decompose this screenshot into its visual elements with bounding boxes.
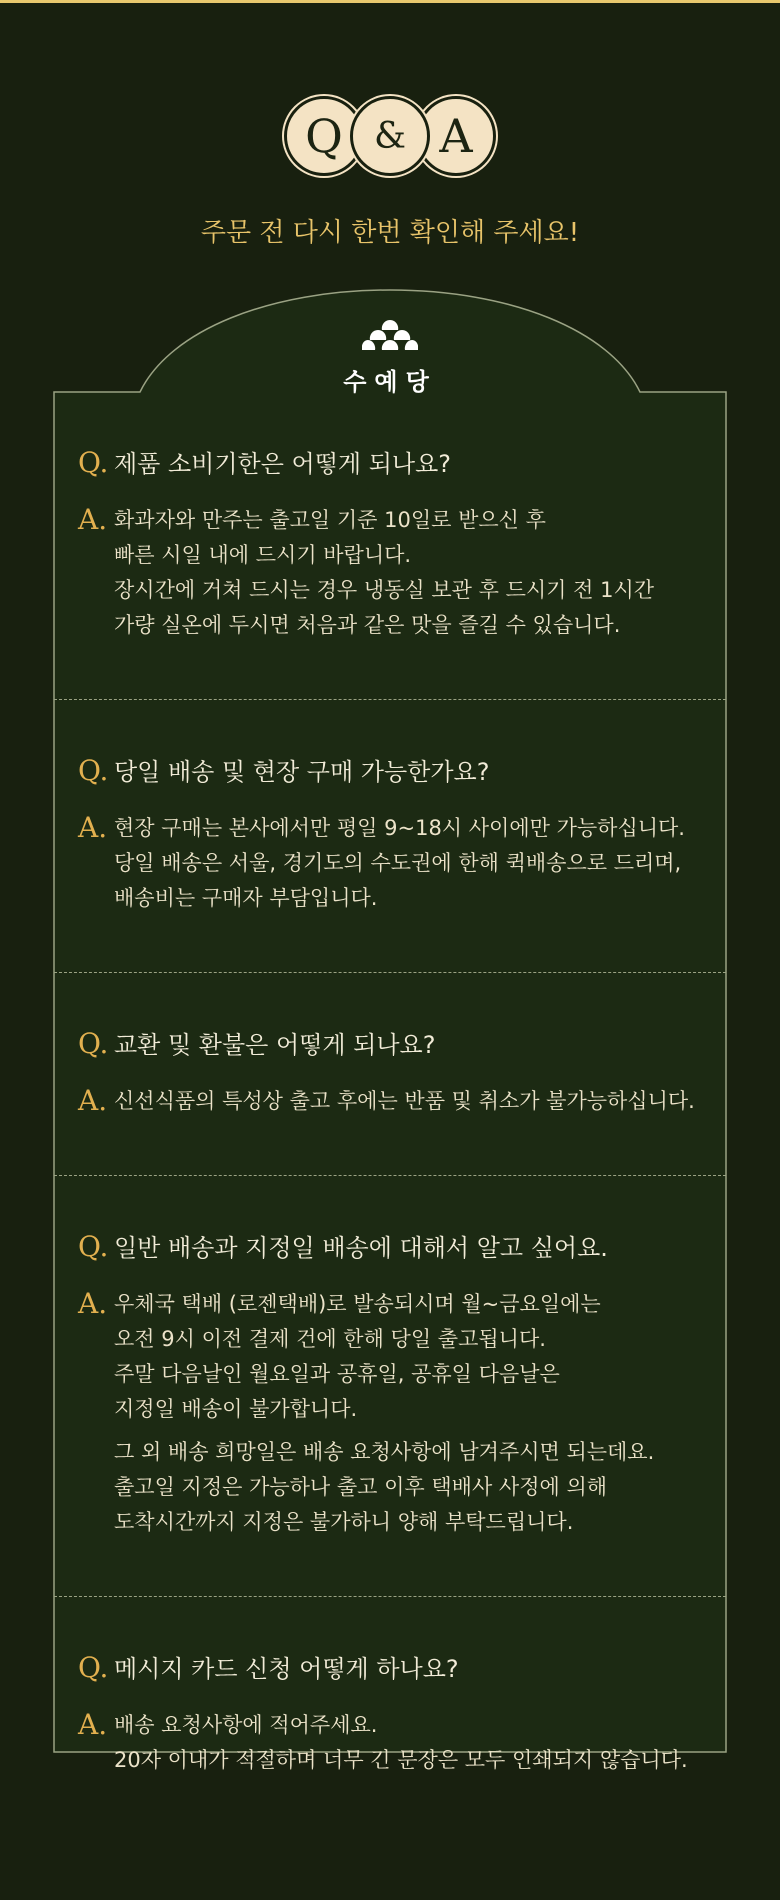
answer-mark-label: A. (78, 1287, 108, 1320)
question-text: 메시지 카드 신청 어떻게 하나요? (114, 1655, 459, 1683)
answer-mark-label: A. (78, 503, 108, 536)
faq-question (78, 1230, 702, 1265)
answer-line: 장시간에 거쳐 드시는 경우 냉동실 보관 후 드시기 전 1시간 (114, 578, 655, 602)
question-mark-label: Q. (78, 754, 109, 787)
question-mark-label: Q. (78, 1230, 109, 1263)
faq-item (54, 1596, 726, 1834)
faq-list (54, 394, 726, 1834)
faq-answer (78, 1708, 702, 1778)
answer-line: 지정일 배송이 불가합니다. (114, 1397, 358, 1421)
faq-answer (78, 811, 702, 916)
question-text: 당일 배송 및 현장 구매 가능한가요? (114, 758, 490, 786)
qa-badge-amp: & (350, 96, 430, 176)
answer-mark-label: A. (78, 811, 108, 844)
question-text: 교환 및 환불은 어떻게 되나요? (114, 1031, 436, 1059)
faq-answer (78, 1084, 702, 1119)
question-mark-label: Q. (78, 1027, 109, 1060)
answer-line: 화과자와 만주는 출고일 기준 10일로 받으신 후 (114, 508, 546, 532)
qa-badge-q: Q (284, 96, 364, 176)
faq-answer (78, 1287, 702, 1540)
faq-question (78, 1027, 702, 1062)
answer-line: 그 외 배송 희망일은 배송 요청사항에 남겨주시면 되는데요. (114, 1440, 655, 1464)
question-mark-label: Q. (78, 446, 109, 479)
answer-line: 배송 요청사항에 적어주세요. (114, 1713, 378, 1737)
faq-item (54, 394, 726, 699)
qa-badge-a: A (416, 96, 496, 176)
faq-item (54, 699, 726, 972)
faq-item (54, 1175, 726, 1596)
answer-line: 주말 다음날인 월요일과 공휴일, 공휴일 다음날은 (114, 1362, 560, 1386)
question-mark-label: Q. (78, 1651, 109, 1684)
brand-name: 수예당 (343, 368, 437, 396)
answer-line: 도착시간까지 지정은 불가하니 양해 부탁드립니다. (114, 1510, 574, 1534)
question-text: 제품 소비기한은 어떻게 되나요? (114, 450, 452, 478)
answer-line: 배송비는 구매자 부담입니다. (114, 886, 378, 910)
page-subtitle: 주문 전 다시 한번 확인해 주세요! (200, 218, 580, 248)
faq-question (78, 1651, 702, 1686)
faq-item (54, 972, 726, 1175)
faq-question (78, 446, 702, 481)
answer-line: 신선식품의 특성상 출고 후에는 반품 및 취소가 불가능하십니다. (114, 1089, 695, 1113)
faq-answer (78, 503, 702, 643)
answer-line: 빠른 시일 내에 드시기 바랍니다. (114, 543, 412, 567)
answer-line: 당일 배송은 서울, 경기도의 수도권에 한해 퀵배송으로 드리며, (114, 851, 682, 875)
answer-mark-label: A. (78, 1084, 108, 1117)
question-text: 일반 배송과 지정일 배송에 대해서 알고 싶어요. (114, 1234, 608, 1262)
answer-line: 오전 9시 이전 결제 건에 한해 당일 출고됩니다. (114, 1327, 546, 1351)
faq-question (78, 754, 702, 789)
answer-mark-label: A. (78, 1708, 108, 1741)
answer-line: 현장 구매는 본사에서만 평일 9~18시 사이에만 가능하십니다. (114, 816, 685, 840)
answer-line: 우체국 택배 (로젠택배)로 발송되시며 월~금요일에는 (114, 1292, 601, 1316)
answer-line: 가량 실온에 두시면 처음과 같은 맛을 즐길 수 있습니다. (114, 613, 621, 637)
answer-line: 출고일 지정은 가능하나 출고 이후 택배사 사정에 의해 (114, 1475, 608, 1499)
answer-line: 20자 이내가 적절하며 너무 긴 문장은 모두 인쇄되지 않습니다. (114, 1748, 688, 1772)
ginkgo-leaves-icon (362, 318, 418, 358)
